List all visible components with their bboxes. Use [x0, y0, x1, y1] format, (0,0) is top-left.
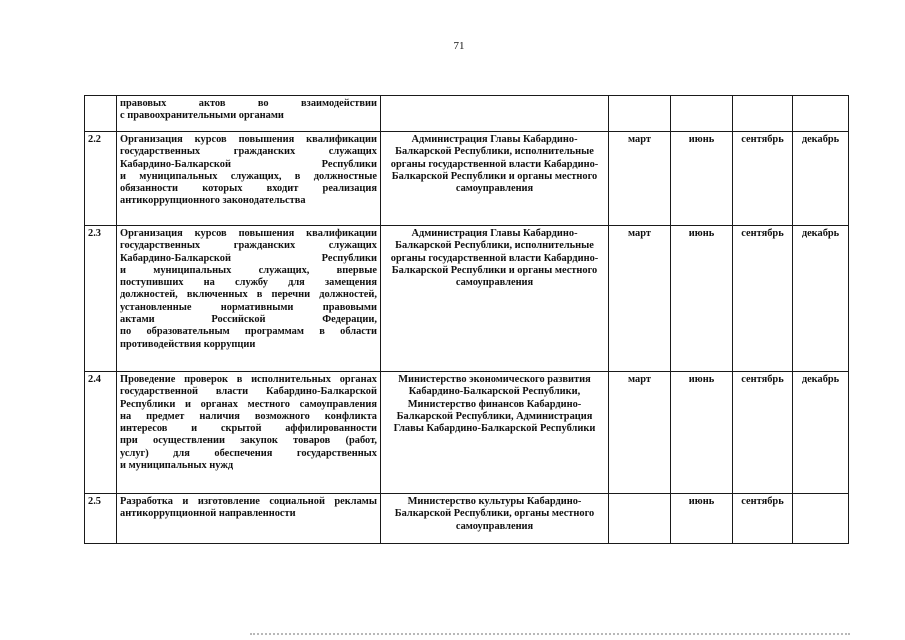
description-line: Республики и органах местного самоуправления — [120, 398, 377, 410]
description-line: Кабардино-Балкарской Республики — [120, 158, 377, 170]
description-line: обязанности которых входит реализация — [120, 183, 377, 195]
measures-table — [84, 95, 849, 544]
description-line: Кабардино-Балкарской Республики — [120, 252, 377, 264]
description-line: и муниципальных служащих, в должностные — [120, 170, 377, 182]
table-row — [85, 132, 849, 226]
deadline-quarter-1: март — [609, 372, 671, 494]
deadline-quarter-3: сентябрь — [733, 372, 793, 494]
description-line: с правоохранительными органами — [120, 110, 284, 122]
description-line: антикоррупционной направленности — [120, 508, 296, 520]
description-line: Организация курсов повышения квалификации — [120, 228, 377, 239]
deadline-quarter-4 — [793, 494, 849, 544]
description-line: по образовательным программам в области — [120, 326, 377, 338]
description-line: противодействия коррупции — [120, 338, 256, 350]
deadline-quarter-4: декабрь — [793, 226, 849, 372]
measure-description — [117, 226, 381, 372]
description-line: при осуществлении закупок товаров (работ, — [120, 435, 377, 447]
deadline-quarter-2: июнь — [671, 226, 733, 372]
deadline-quarter-1 — [609, 494, 671, 544]
item-number: 2.3 — [85, 226, 117, 372]
measure-description — [117, 132, 381, 226]
deadline-quarter-3: сентябрь — [733, 494, 793, 544]
scan-artifact — [250, 633, 850, 638]
item-number: 2.2 — [85, 132, 117, 226]
description-line: установленные нормативными правовыми — [120, 301, 377, 313]
item-number: 2.5 — [85, 494, 117, 544]
description-line: государственных гражданских служащих — [120, 146, 377, 158]
measure-description — [117, 96, 381, 132]
responsible-executors: Администрация Главы Кабардино-Балкарской Республики, исполнительные органы государственной власти Кабардино-Балкарской Республики и органы местного самоуправления — [381, 132, 609, 226]
deadline-quarter-4: декабрь — [793, 372, 849, 494]
deadline-quarter-2: июнь — [671, 132, 733, 226]
deadline-quarter-3: сентябрь — [733, 226, 793, 372]
description-line: и муниципальных нужд — [120, 460, 234, 472]
deadline-quarter-2: июнь — [671, 494, 733, 544]
table-row — [85, 96, 849, 132]
table-row — [85, 494, 849, 544]
description-line: интересов и скрытой аффилированности — [120, 423, 377, 435]
measure-description — [117, 372, 381, 494]
deadline-quarter-1: март — [609, 226, 671, 372]
deadline-quarter-1 — [609, 96, 671, 132]
deadline-quarter-3 — [733, 96, 793, 132]
deadline-quarter-3: сентябрь — [733, 132, 793, 226]
responsible-executors: Министерство экономического развития Кабардино-Балкарской Республики, Министерство финансов Кабардино-Балкарской Республики, Администрация Главы Кабардино-Балкарской Республики — [381, 372, 609, 494]
deadline-quarter-2 — [671, 96, 733, 132]
description-line: антикоррупционного законодательства — [120, 195, 306, 207]
description-line: Разработка и изготовление социальной рекламы — [120, 496, 377, 507]
measure-description — [117, 494, 381, 544]
page-number: 71 — [453, 40, 465, 52]
table-row — [85, 226, 849, 372]
responsible-executors: Министерство культуры Кабардино-Балкарской Республики, органы местного самоуправления — [381, 494, 609, 544]
responsible-executors — [381, 96, 609, 132]
item-number: 2.4 — [85, 372, 117, 494]
description-line: поступивших на службу для замещения — [120, 277, 377, 289]
description-line: государственной власти Кабардино-Балкарской — [120, 386, 377, 398]
description-line: и муниципальных служащих, впервые — [120, 264, 377, 276]
deadline-quarter-4 — [793, 96, 849, 132]
responsible-executors: Администрация Главы Кабардино-Балкарской Республики, исполнительные органы государственной власти Кабардино-Балкарской Республики и органы местного самоуправления — [381, 226, 609, 372]
description-line: Проведение проверок в исполнительных органах — [120, 374, 377, 385]
description-line: услуг) для обеспечения государственных — [120, 447, 377, 459]
deadline-quarter-4: декабрь — [793, 132, 849, 226]
deadline-quarter-1: март — [609, 132, 671, 226]
description-line: правовых актов во взаимодействии — [120, 98, 377, 109]
deadline-quarter-2: июнь — [671, 372, 733, 494]
description-line: Организация курсов повышения квалификации — [120, 134, 377, 145]
description-line: актами Российской Федерации, — [120, 314, 377, 326]
item-number — [85, 96, 117, 132]
table-row — [85, 372, 849, 494]
description-line: государственных гражданских служащих — [120, 240, 377, 252]
description-line: на предмет наличия возможного конфликта — [120, 410, 377, 422]
description-line: должностей, включенных в перечни должностей, — [120, 289, 377, 301]
